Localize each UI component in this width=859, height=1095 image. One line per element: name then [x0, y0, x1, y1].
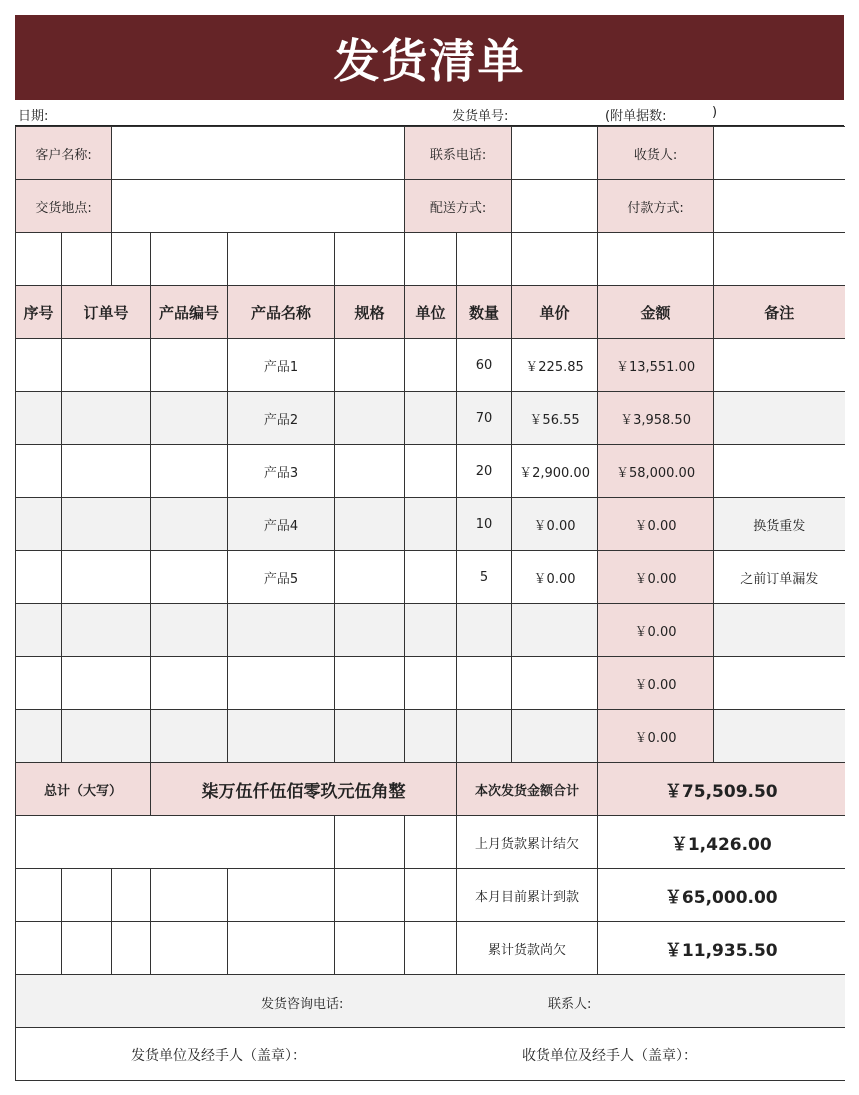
cell-amount[interactable]: ￥0.00	[598, 657, 714, 710]
col-order: 订单号	[62, 286, 151, 339]
delivery-table	[15, 126, 845, 1081]
attachment-label: (附单据数:	[605, 109, 667, 124]
contact-person-label: 联系人:	[548, 997, 592, 1012]
consult-phone-label: 发货咨询电话:	[261, 997, 344, 1012]
current-total-value: ￥75,509.50	[598, 763, 845, 816]
contact-row	[16, 975, 845, 1028]
cell-amount[interactable]: ￥0.00	[598, 604, 714, 657]
location-label: 交货地点:	[16, 180, 112, 233]
col-price: 单价	[512, 286, 598, 339]
item-row	[16, 657, 845, 710]
cell-unit-price[interactable]: ￥2,900.00	[512, 445, 598, 498]
order-no-label: 发货单号:	[452, 109, 509, 124]
signature-row	[16, 1028, 845, 1081]
cell-spec[interactable]	[335, 551, 405, 604]
cell-unit-price[interactable]	[512, 657, 598, 710]
cell-order[interactable]	[62, 604, 151, 657]
cell-product-name[interactable]: 产品3	[228, 445, 335, 498]
cell-product-name[interactable]: 产品1	[228, 339, 335, 392]
cell-unit[interactable]	[405, 498, 457, 551]
last-month-label: 上月货款累计结欠	[457, 816, 598, 869]
cell-note[interactable]	[714, 710, 845, 763]
col-qty: 数量	[457, 286, 512, 339]
cell-order[interactable]	[62, 710, 151, 763]
cell-spec[interactable]	[335, 710, 405, 763]
col-unit: 单位	[405, 286, 457, 339]
cell-unit-price[interactable]: ￥0.00	[512, 551, 598, 604]
customer-name-label: 客户名称:	[16, 127, 112, 180]
received-row	[16, 869, 845, 922]
cell-order[interactable]	[62, 551, 151, 604]
cell-unit[interactable]	[405, 551, 457, 604]
cell-unit-price[interactable]	[512, 604, 598, 657]
col-seq: 序号	[16, 286, 62, 339]
cell-order[interactable]	[62, 445, 151, 498]
col-note: 备注	[714, 286, 845, 339]
cell-note[interactable]	[714, 657, 845, 710]
col-spec: 规格	[335, 286, 405, 339]
phone-label: 联系电话:	[405, 127, 512, 180]
cell-product-name[interactable]	[228, 710, 335, 763]
current-total-label: 本次发货金额合计	[457, 763, 598, 816]
cell-quantity[interactable]: 10	[457, 498, 512, 551]
cell-product-name[interactable]: 产品2	[228, 392, 335, 445]
customer-row-2	[16, 180, 845, 233]
cell-unit[interactable]	[405, 392, 457, 445]
item-row	[16, 498, 845, 551]
cell-code[interactable]	[151, 657, 228, 710]
received-label: 本月目前累计到款	[457, 869, 598, 922]
cell-seq[interactable]	[16, 604, 62, 657]
cell-product-name[interactable]	[228, 604, 335, 657]
cell-unit-price[interactable]	[512, 710, 598, 763]
cell-note[interactable]: 之前订单漏发	[714, 551, 845, 604]
cell-unit[interactable]	[405, 604, 457, 657]
cell-unit[interactable]	[405, 657, 457, 710]
cell-unit-price[interactable]: ￥225.85	[512, 339, 598, 392]
cell-spec[interactable]	[335, 657, 405, 710]
receiver-label: 收货人:	[598, 127, 714, 180]
receiver-signature-label: 收货单位及经手人（盖章）：	[522, 1048, 697, 1064]
item-row	[16, 710, 845, 763]
cell-seq[interactable]	[16, 498, 62, 551]
cell-spec[interactable]	[335, 445, 405, 498]
cell-unit[interactable]	[405, 710, 457, 763]
cell-seq[interactable]	[16, 392, 62, 445]
cell-quantity[interactable]: 70	[457, 392, 512, 445]
last-month-value: ￥1,426.00	[598, 816, 845, 869]
cell-unit[interactable]	[405, 339, 457, 392]
cell-quantity[interactable]: 5	[457, 551, 512, 604]
cell-quantity[interactable]	[457, 604, 512, 657]
total-words-label: 总计（大写）	[16, 763, 151, 816]
cell-unit[interactable]	[405, 445, 457, 498]
owed-row	[16, 922, 845, 975]
owed-value: ￥11,935.50	[598, 922, 845, 975]
item-row	[16, 604, 845, 657]
total-row	[16, 763, 845, 816]
date-label: 日期:	[18, 109, 49, 124]
delivery-method-label: 配送方式:	[405, 180, 512, 233]
customer-row-1	[16, 127, 845, 180]
cell-amount[interactable]: ￥13,551.00	[598, 339, 714, 392]
sheet-title: 发货清单	[15, 15, 844, 100]
payment-method-label: 付款方式:	[598, 180, 714, 233]
cell-code[interactable]	[151, 392, 228, 445]
cell-spec[interactable]	[335, 604, 405, 657]
cell-order[interactable]	[62, 498, 151, 551]
cell-code[interactable]	[151, 498, 228, 551]
receiver-field[interactable]	[714, 127, 845, 180]
signature-cell	[16, 1028, 845, 1081]
phone-field[interactable]	[512, 127, 598, 180]
cell-note[interactable]: 换货重发	[714, 498, 845, 551]
cell-seq[interactable]	[16, 551, 62, 604]
item-row	[16, 551, 845, 604]
cell-seq[interactable]	[16, 339, 62, 392]
item-row	[16, 392, 845, 445]
cell-order[interactable]	[62, 339, 151, 392]
sender-signature-label: 发货单位及经手人（盖章）：	[131, 1048, 306, 1064]
item-row	[16, 339, 845, 392]
cell-note[interactable]	[714, 339, 845, 392]
cell-spec[interactable]	[335, 339, 405, 392]
cell-code[interactable]	[151, 551, 228, 604]
cell-quantity[interactable]	[457, 657, 512, 710]
cell-quantity[interactable]: 60	[457, 339, 512, 392]
cell-product-name[interactable]: 产品4	[228, 498, 335, 551]
item-row	[16, 445, 845, 498]
delivery-method-field[interactable]	[512, 180, 598, 233]
cell-code[interactable]	[151, 339, 228, 392]
cell-seq[interactable]	[16, 657, 62, 710]
cell-seq[interactable]	[16, 445, 62, 498]
cell-spec[interactable]	[335, 498, 405, 551]
cell-order[interactable]	[62, 657, 151, 710]
cell-amount[interactable]: ￥0.00	[598, 710, 714, 763]
cell-amount[interactable]: ￥58,000.00	[598, 445, 714, 498]
cell-note[interactable]	[714, 392, 845, 445]
cell-spec[interactable]	[335, 392, 405, 445]
column-header-row	[16, 286, 845, 339]
cell-quantity[interactable]	[457, 710, 512, 763]
cell-code[interactable]	[151, 445, 228, 498]
last-month-row	[16, 816, 845, 869]
received-value: ￥65,000.00	[598, 869, 845, 922]
cell-order[interactable]	[62, 392, 151, 445]
cell-product-name[interactable]	[228, 657, 335, 710]
cell-seq[interactable]	[16, 710, 62, 763]
location-field[interactable]	[112, 180, 405, 233]
col-amount: 金额	[598, 286, 714, 339]
cell-code[interactable]	[151, 710, 228, 763]
cell-note[interactable]	[714, 445, 845, 498]
cell-code[interactable]	[151, 604, 228, 657]
cell-unit-price[interactable]: ￥0.00	[512, 498, 598, 551]
attachment-close: )	[712, 105, 718, 120]
cell-product-name[interactable]: 产品5	[228, 551, 335, 604]
cell-amount[interactable]: ￥0.00	[598, 498, 714, 551]
owed-label: 累计货款尚欠	[457, 922, 598, 975]
info-row	[15, 100, 844, 126]
contact-cell	[16, 975, 845, 1028]
cell-amount[interactable]: ￥3,958.50	[598, 392, 714, 445]
payment-method-field[interactable]	[714, 180, 845, 233]
total-words-value: 柒万伍仟伍佰零玖元伍角整	[151, 763, 457, 816]
cell-note[interactable]	[714, 604, 845, 657]
cell-unit-price[interactable]: ￥56.55	[512, 392, 598, 445]
col-name: 产品名称	[228, 286, 335, 339]
customer-name-field[interactable]	[112, 127, 405, 180]
col-code: 产品编号	[151, 286, 228, 339]
blank-row	[16, 233, 845, 286]
cell-amount[interactable]: ￥0.00	[598, 551, 714, 604]
cell-quantity[interactable]: 20	[457, 445, 512, 498]
delivery-sheet	[15, 15, 844, 1081]
